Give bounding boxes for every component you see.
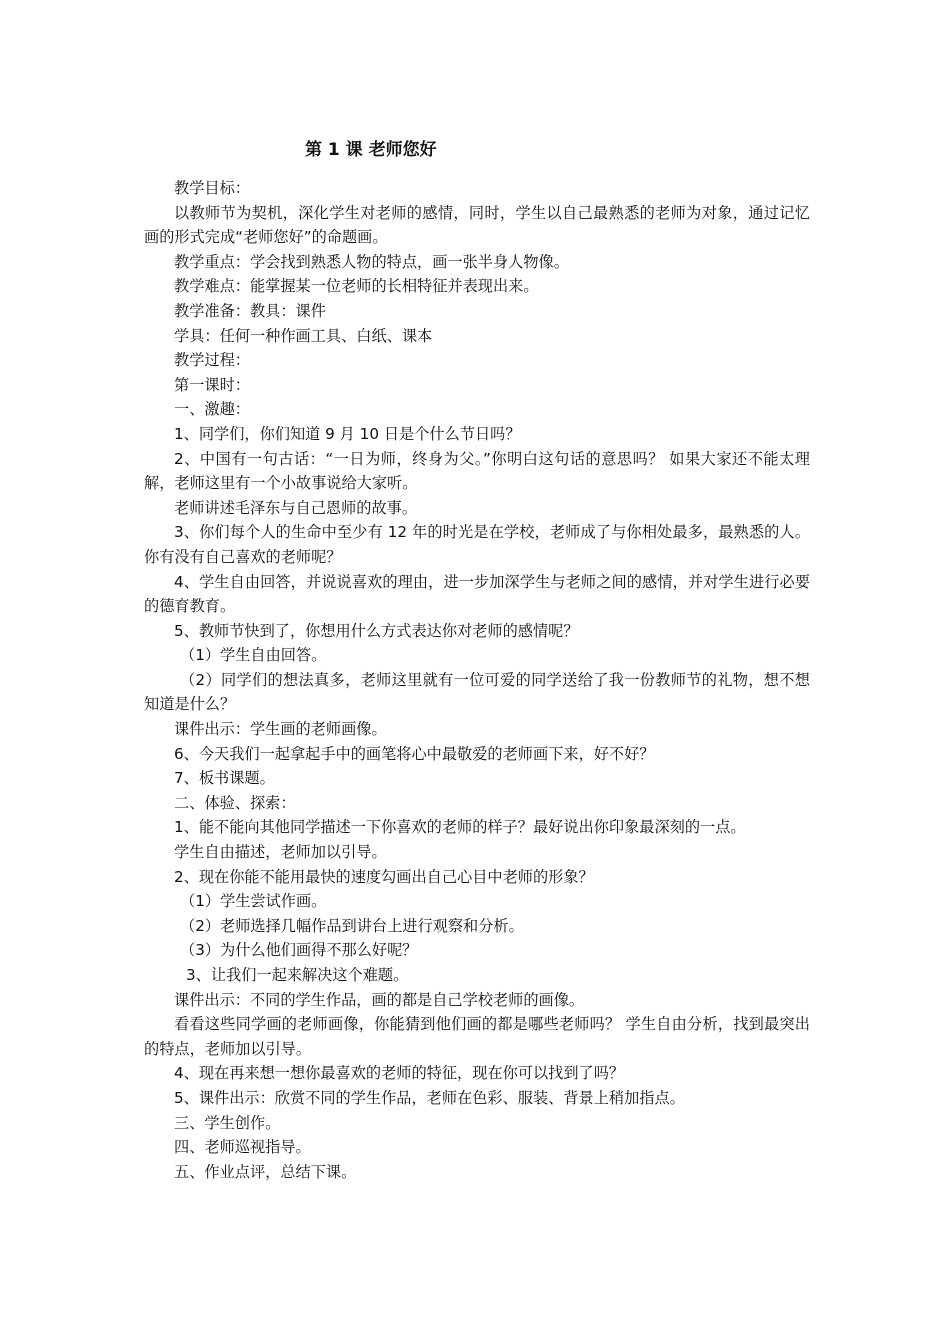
paragraph: 二、体验、探索： — [174, 793, 296, 812]
paragraph: 看看这些同学画的老师画像，你能猜到他们画的都是哪些老师吗？ 学生自由分析，找到最突出的特点，老师加以引导。 — [144, 1015, 810, 1058]
paragraph: 6、今天我们一起拿起手中的画笔将心中最敬爱的老师画下来，好不好？ — [174, 744, 655, 763]
paragraph: 3、让我们一起来解决这个难题。 — [186, 966, 409, 984]
paragraph: 7、板书课题。 — [174, 769, 275, 788]
paragraph: 5、课件出示：欣赏不同的学生作品，老师在色彩、服装、背景上稍加指点。 — [174, 1088, 685, 1107]
paragraph: 课件出示：不同的学生作品，画的都是自己学校老师的画像。 — [174, 990, 585, 1009]
paragraph: 课件出示：学生画的老师画像。 — [174, 720, 387, 739]
paragraph: 第一课时： — [174, 375, 250, 394]
paragraph: 五、作业点评，总结下课。 — [174, 1162, 357, 1181]
paragraph: 教学难点：能掌握某一位老师的长相特征并表现出来。 — [174, 277, 539, 296]
paragraph: 2、现在你能不能用最快的速度勾画出自己心目中老师的形象？ — [174, 867, 594, 886]
paragraph: 教学目标： — [174, 179, 250, 197]
paragraph: 1、同学们，你们知道 9 月 10 日是个什么节日吗？ — [174, 424, 521, 443]
lesson-body — [144, 176, 810, 1184]
paragraph: 一、激趣： — [174, 400, 250, 419]
paragraph: 学生自由描述，老师加以引导。 — [174, 843, 387, 862]
paragraph: （1）学生尝试作画。 — [180, 892, 327, 911]
paragraph: 教学过程： — [174, 351, 250, 370]
paragraph: 4、现在再来想一想你最喜欢的老师的特征，现在你可以找到了吗？ — [174, 1064, 625, 1083]
lesson-title: 第 1 课 老师您好 — [305, 140, 437, 160]
paragraph: （1）学生自由回答。 — [180, 646, 327, 665]
paragraph: 学具：任何一种作画工具、白纸、课本 — [174, 326, 433, 345]
paragraph: 四、老师巡视指导。 — [174, 1138, 311, 1157]
paragraph: 4、学生自由回答，并说说喜欢的理由，进一步加深学生与老师之间的感情，并对学生进行必要的德育教育。 — [144, 572, 810, 616]
paragraph: 3、你们每个人的生命中至少有 12 年的时光是在学校，老师成了与你相处最多，最熟悉的人。你有没有自己喜欢的老师呢？ — [144, 523, 810, 566]
paragraph: （3）为什么他们画得不那么好呢？ — [180, 941, 418, 960]
paragraph: 三、学生创作。 — [174, 1113, 281, 1132]
paragraph: （2）同学们的想法真多，老师这里就有一位可爱的同学送给了我一份教师节的礼物，想不想知道是什么？ — [144, 670, 810, 714]
paragraph: （2）老师选择几幅作品到讲台上进行观察和分析。 — [180, 916, 524, 935]
paragraph: 老师讲述毛泽东与自己恩师的故事。 — [174, 498, 417, 517]
paragraph: 以教师节为契机，深化学生对老师的感情，同时，学生以自己最熟悉的老师为对象，通过记忆画的形式完成“老师您好”的命题画。 — [144, 203, 810, 247]
paragraph: 2、中国有一句古话：“一日为师，终身为父。”你明白这句话的意思吗？ 如果大家还不能太理解，老师这里有一个小故事说给大家听。 — [144, 449, 810, 493]
paragraph: 1、能不能向其他同学描述一下你喜欢的老师的样子？最好说出你印象最深刻的一点。 — [174, 818, 746, 837]
paragraph: 5、教师节快到了，你想用什么方式表达你对老师的感情呢？ — [174, 621, 579, 640]
paragraph: 教学准备：教具：课件 — [174, 301, 326, 320]
paragraph: 教学重点：学会找到熟悉人物的特点，画一张半身人物像。 — [174, 252, 569, 271]
